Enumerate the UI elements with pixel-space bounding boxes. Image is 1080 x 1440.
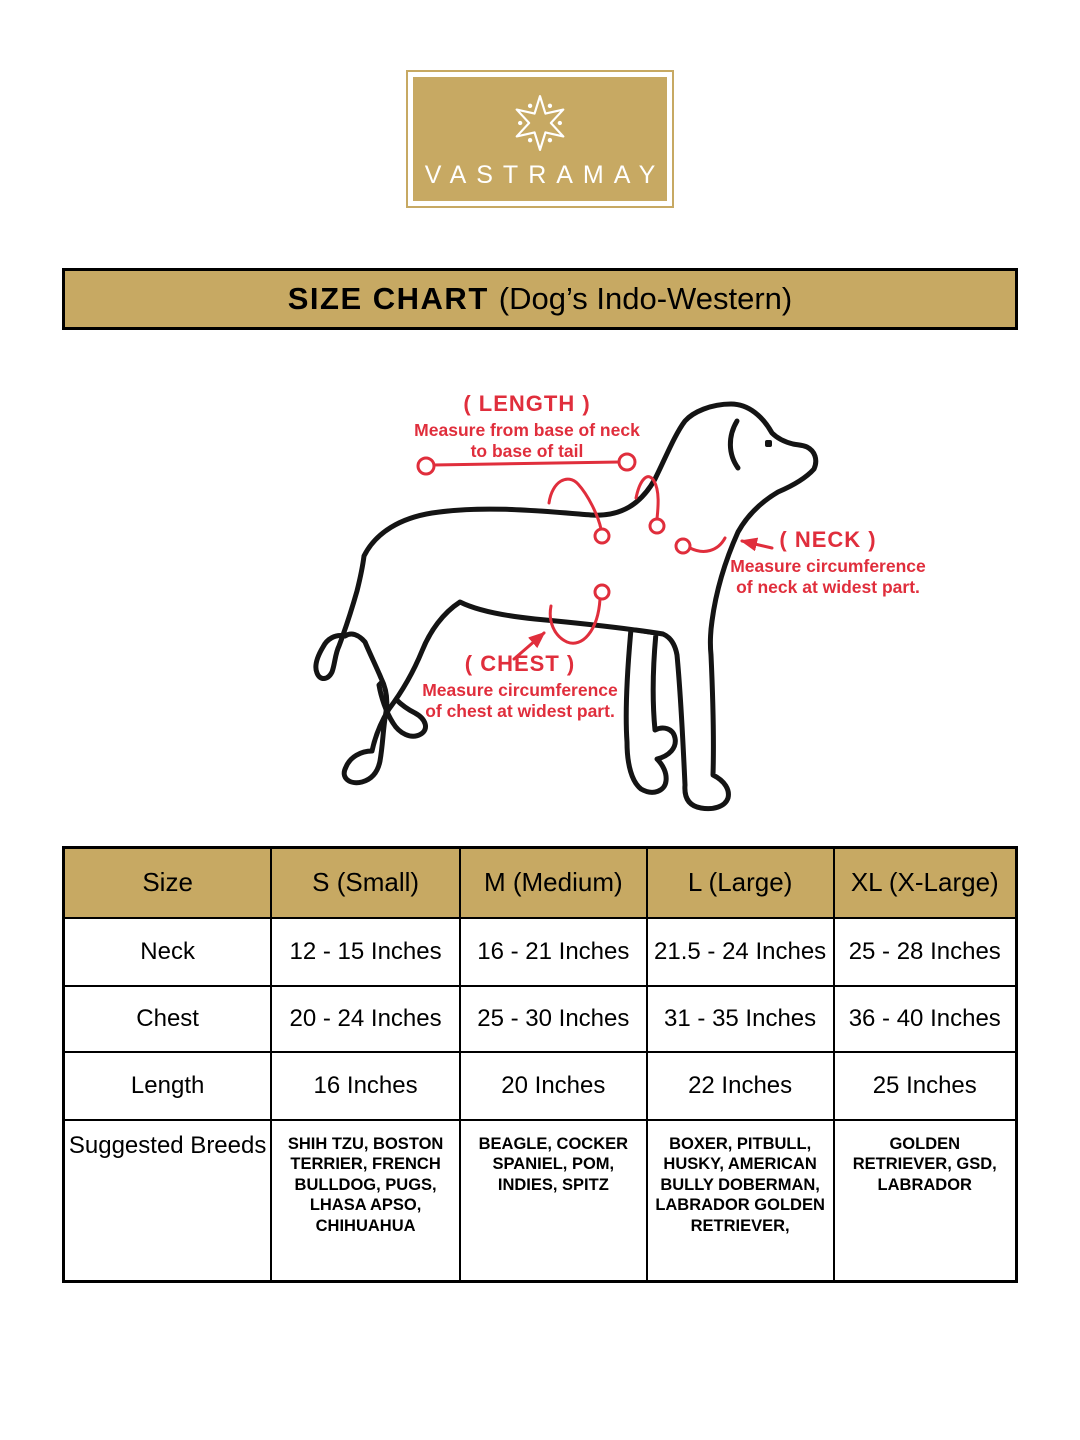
dog-eye-icon bbox=[765, 440, 772, 447]
title-bar bbox=[62, 268, 1018, 330]
chest-annotation bbox=[375, 651, 665, 723]
header-medium: M (Medium) bbox=[460, 848, 647, 918]
chest-medium-value: 25 - 30 Inches bbox=[460, 986, 647, 1052]
length-label: ( LENGTH ) bbox=[463, 391, 591, 416]
brand-name: VASTRAMAY bbox=[424, 160, 666, 189]
table-row-neck bbox=[64, 918, 1017, 986]
chest-caption-1: Measure circumference bbox=[422, 679, 618, 700]
chest-arc-endpoint bbox=[595, 585, 609, 599]
row-label-chest: Chest bbox=[64, 986, 272, 1052]
neck-caption-2: of neck at widest part. bbox=[736, 577, 920, 598]
brand-logo-inner bbox=[413, 77, 667, 201]
breeds-small-value: SHIH TZU, BOSTON TERRIER, FRENCH BULLDOG, PUGS, LHASA APSO, CHIHUAHUA bbox=[271, 1120, 460, 1282]
measurement-diagram bbox=[0, 330, 1080, 846]
table-row-breeds bbox=[64, 1120, 1017, 1282]
size-table-header-row bbox=[64, 848, 1017, 918]
table-row-chest bbox=[64, 986, 1017, 1052]
chest-label: ( CHEST ) bbox=[464, 651, 576, 676]
chest-caption-2: of chest at widest part. bbox=[425, 701, 615, 722]
brand-logo bbox=[406, 70, 674, 208]
page-subtitle: (Dog’s Indo-Western) bbox=[498, 281, 793, 316]
page-title: SIZE CHART bbox=[287, 281, 489, 316]
neck-large-value: 21.5 - 24 Inches bbox=[647, 918, 834, 986]
row-label-length: Length bbox=[64, 1052, 272, 1120]
length-large-value: 22 Inches bbox=[647, 1052, 834, 1120]
header-large: L (Large) bbox=[647, 848, 834, 918]
length-annotation bbox=[377, 391, 677, 463]
neck-xlarge-value: 25 - 28 Inches bbox=[834, 918, 1017, 986]
header-small: S (Small) bbox=[271, 848, 460, 918]
neck-caption-1: Measure circumference bbox=[730, 555, 926, 576]
breeds-medium-value: BEAGLE, COCKER SPANIEL, POM, INDIES, SPITZ bbox=[460, 1120, 647, 1282]
chest-small-value: 20 - 24 Inches bbox=[271, 986, 460, 1052]
row-label-breeds: Suggested Breeds bbox=[64, 1120, 272, 1282]
dog-body-outline bbox=[316, 404, 816, 809]
neck-small-value: 12 - 15 Inches bbox=[271, 918, 460, 986]
row-label-neck: Neck bbox=[64, 918, 272, 986]
breeds-xlarge-value: GOLDEN RETRIEVER, GSD, LABRADOR bbox=[834, 1120, 1017, 1282]
size-table bbox=[62, 846, 1018, 1283]
star-mandala-icon bbox=[508, 91, 572, 155]
length-medium-value: 20 Inches bbox=[460, 1052, 647, 1120]
length-caption-2: to base of tail bbox=[470, 441, 584, 462]
neck-hook-endpoint bbox=[676, 539, 690, 553]
withers-endpoint bbox=[595, 529, 609, 543]
header-size: Size bbox=[64, 848, 272, 918]
chest-xlarge-value: 36 - 40 Inches bbox=[834, 986, 1017, 1052]
table-row-length bbox=[64, 1052, 1017, 1120]
length-xlarge-value: 25 Inches bbox=[834, 1052, 1017, 1120]
chest-large-value: 31 - 35 Inches bbox=[647, 986, 834, 1052]
neck-annotation bbox=[703, 527, 953, 599]
breeds-large-value: BOXER, PITBULL, HUSKY, AMERICAN BULLY DOBERMAN, LABRADOR GOLDEN RETRIEVER, bbox=[647, 1120, 834, 1282]
neck-medium-value: 16 - 21 Inches bbox=[460, 918, 647, 986]
neck-arc-endpoint bbox=[650, 519, 664, 533]
header-xlarge: XL (X-Large) bbox=[834, 848, 1017, 918]
length-small-value: 16 Inches bbox=[271, 1052, 460, 1120]
neck-label: ( NECK ) bbox=[779, 527, 877, 552]
length-caption-1: Measure from base of neck bbox=[414, 419, 640, 440]
